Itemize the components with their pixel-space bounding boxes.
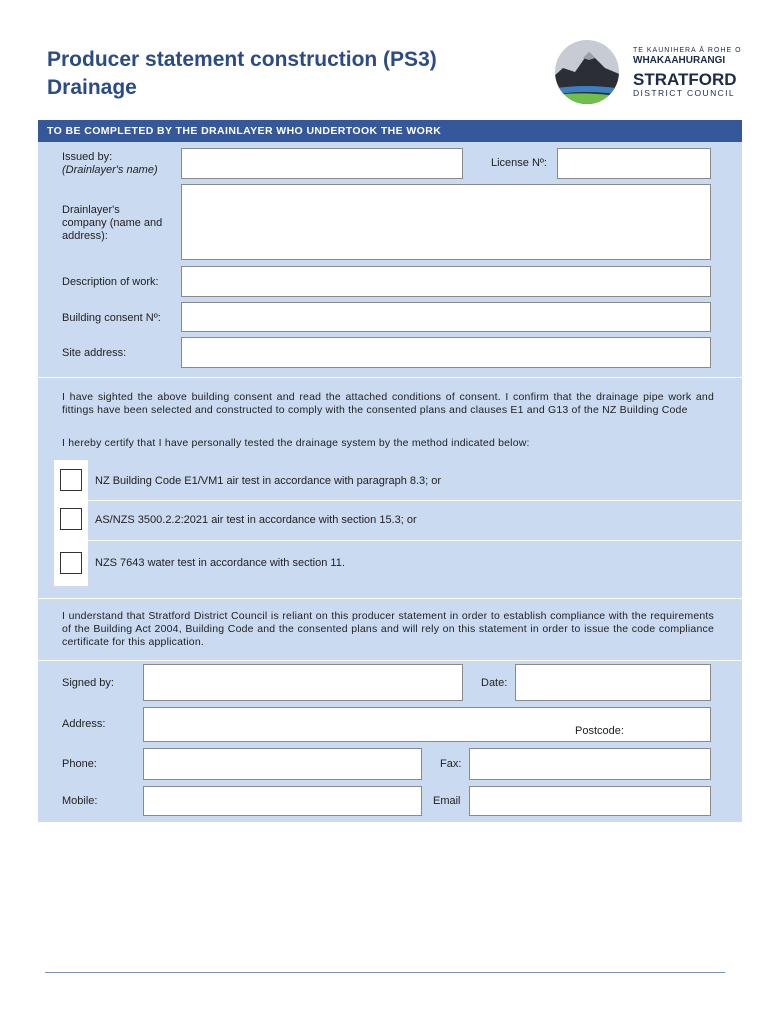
footer-rule <box>45 972 725 973</box>
company-label: Drainlayer's company (name and address): <box>62 204 163 242</box>
logo-maori-name: WHAKAAHURANGI <box>633 55 726 66</box>
section-header: TO BE COMPLETED BY THE DRAINLAYER WHO UNDERTOOK THE WORK <box>38 120 742 142</box>
signed-by-label: Signed by: <box>62 677 114 689</box>
email-field[interactable] <box>469 786 711 816</box>
mobile-label: Mobile: <box>62 795 98 807</box>
council-logo <box>545 38 742 108</box>
site-address-field[interactable] <box>181 337 711 368</box>
date-label: Date: <box>481 677 508 689</box>
option-checkbox-water[interactable] <box>60 552 82 574</box>
signed-by-field[interactable] <box>143 664 463 701</box>
option-label-air-asnzs: AS/NZS 3500.2.2:2021 air test in accordance with section 15.3; or <box>95 514 417 526</box>
fax-label: Fax: <box>440 758 462 770</box>
option-divider <box>88 500 742 501</box>
license-label: License Nº: <box>491 157 547 169</box>
consent-label: Building consent Nº: <box>62 312 161 324</box>
logo-subtitle: DISTRICT COUNCIL <box>633 88 736 98</box>
mobile-field[interactable] <box>143 786 422 816</box>
title-line-2: Drainage <box>47 76 137 99</box>
phone-field[interactable] <box>143 748 422 780</box>
reliance-paragraph: I understand that Stratford District Council is reliant on this producer statement in order to establish compliance with the requirements of the Building Act 2004, Building Code and the consented plans and will rely on this statement in order to issue the code compliance certificate for this application. <box>62 610 714 648</box>
section-divider <box>38 598 742 599</box>
certify-paragraph: I hereby certify that I have personally tested the drainage system by the method indicated below: <box>62 437 530 449</box>
site-address-label: Site address: <box>62 347 127 359</box>
section-divider <box>38 377 742 378</box>
address-field[interactable] <box>143 707 711 742</box>
option-label-air-e1: NZ Building Code E1/VM1 air test in accordance with paragraph 8.3; or <box>95 475 442 487</box>
section-divider <box>38 660 742 661</box>
description-field[interactable] <box>181 266 711 297</box>
fax-field[interactable] <box>469 748 711 780</box>
title-line-1: Producer statement construction (PS3) <box>47 48 437 71</box>
date-field[interactable] <box>515 664 711 701</box>
option-checkbox-air-e1[interactable] <box>60 469 82 491</box>
description-label: Description of work: <box>62 276 159 288</box>
option-divider <box>88 540 742 541</box>
postcode-label: Postcode: <box>575 725 624 737</box>
option-label-water: NZS 7643 water test in accordance with section 11. <box>95 557 345 569</box>
logo-maori-subtitle: TE KAUNIHERA Ā ROHE O <box>633 47 742 54</box>
mountain-logo-icon <box>545 38 629 108</box>
license-number-field[interactable] <box>557 148 711 179</box>
phone-label: Phone: <box>62 758 97 770</box>
consent-number-field[interactable] <box>181 302 711 332</box>
logo-name: STRATFORD <box>633 70 737 89</box>
address-label: Address: <box>62 718 106 730</box>
declaration-paragraph: I have sighted the above building consent and read the attached conditions of consent. I confirm that the drainage pipe work and fittings have been selected and constructed to comply with the consented plans and clauses E1 and G13 of the NZ Building Code <box>62 391 714 416</box>
issued-by-field[interactable] <box>181 148 463 179</box>
email-label: Email <box>433 795 461 807</box>
company-field[interactable] <box>181 184 711 260</box>
issued-by-label: Issued by: (Drainlayer's name) <box>62 151 158 176</box>
page-title <box>47 46 437 102</box>
option-checkbox-air-asnzs[interactable] <box>60 508 82 530</box>
